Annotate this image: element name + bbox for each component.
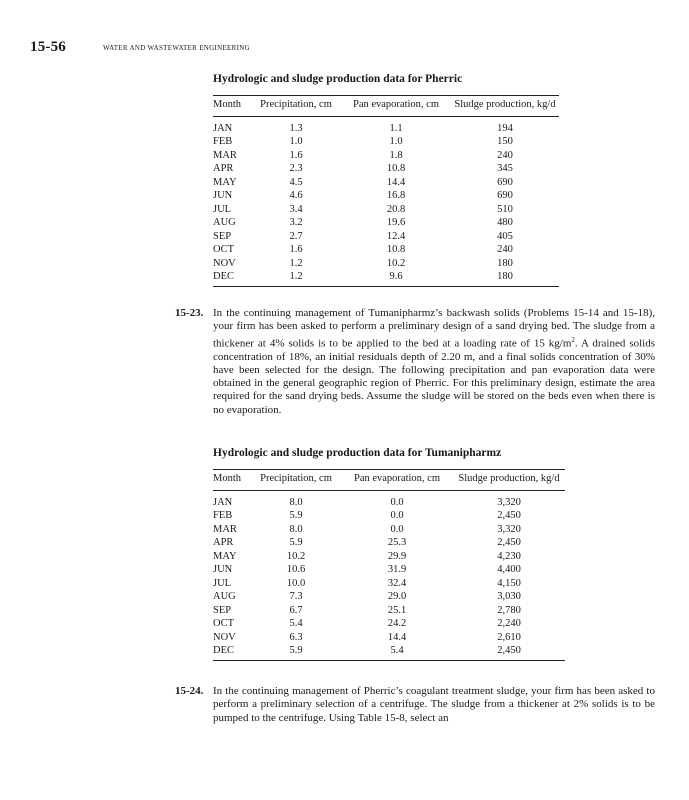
table-row <box>213 216 559 230</box>
value-cell: 1.6 <box>289 244 303 255</box>
value-cell: 510 <box>497 203 513 215</box>
value-cell: 24.2 <box>387 618 407 629</box>
table-row <box>213 162 559 176</box>
table-row <box>213 243 559 257</box>
pherric-data-table <box>213 95 559 287</box>
table-row <box>213 189 559 203</box>
value-cell: 1.2 <box>251 270 341 286</box>
table-row <box>213 490 565 509</box>
value-cell: 2,610 <box>497 631 521 643</box>
value-cell: 240 <box>497 149 513 161</box>
value-cell: 16.8 <box>386 190 406 201</box>
running-head: WATER AND WASTEWATER ENGINEERING <box>103 44 250 52</box>
value-cell: 405 <box>497 230 513 242</box>
column-header: Pan evaporation, cm <box>341 96 451 117</box>
tumanipharmz-data-table <box>213 469 565 661</box>
month-cell: JUL <box>213 203 232 215</box>
column-header: Sludge production, kg/d <box>453 470 565 491</box>
problem-15-23 <box>175 307 655 417</box>
value-cell: 14.4 <box>386 176 406 188</box>
value-cell: 5.4 <box>289 618 303 629</box>
value-cell: 7.3 <box>289 591 303 602</box>
value-cell: 25.3 <box>387 537 407 548</box>
table-row <box>213 176 559 190</box>
value-cell: 4.5 <box>289 176 303 188</box>
value-cell: 3,320 <box>497 496 521 508</box>
column-header: Pan evaporation, cm <box>341 470 453 491</box>
value-cell: 3.2 <box>289 217 303 228</box>
value-cell: 4,150 <box>497 577 521 589</box>
problem-number: 15-23. <box>175 307 204 319</box>
value-cell: 240 <box>497 244 513 255</box>
month-cell: MAR <box>213 149 237 161</box>
month-cell: SEP <box>213 604 232 616</box>
month-cell: SEP <box>213 230 232 242</box>
value-cell: 2.3 <box>289 163 303 174</box>
month-cell: JUL <box>213 577 232 589</box>
table-row <box>213 116 559 135</box>
value-cell: 20.8 <box>386 203 406 215</box>
table-row <box>213 270 559 286</box>
value-cell: 1.3 <box>289 122 303 134</box>
table-row <box>213 509 565 523</box>
table-row <box>213 203 559 217</box>
table-header-row <box>213 96 559 117</box>
value-cell: 31.9 <box>387 564 407 575</box>
value-cell: 2,450 <box>497 537 521 548</box>
value-cell: 19.6 <box>386 217 406 228</box>
value-cell: 10.8 <box>386 163 406 174</box>
value-cell: 3.4 <box>289 203 303 215</box>
value-cell: 5.9 <box>289 537 303 548</box>
value-cell: 345 <box>497 163 513 174</box>
month-cell: AUG <box>213 591 236 602</box>
page-number: 15-56 <box>30 39 66 55</box>
month-cell: MAR <box>213 523 237 535</box>
value-cell: 10.8 <box>386 244 406 255</box>
month-cell: APR <box>213 163 234 174</box>
value-cell: 194 <box>497 122 513 134</box>
month-cell: DEC <box>213 644 251 660</box>
table1-caption: Hydrologic and sludge production data for Pherric <box>213 73 463 85</box>
value-cell: 180 <box>451 270 559 286</box>
table-row <box>213 604 565 618</box>
value-cell: 4,400 <box>497 564 521 575</box>
value-cell: 690 <box>497 176 513 188</box>
table-row <box>213 577 565 591</box>
month-cell: OCT <box>213 244 234 255</box>
value-cell: 690 <box>497 190 513 201</box>
value-cell: 10.6 <box>286 564 306 575</box>
value-cell: 32.4 <box>387 577 407 589</box>
table-row <box>213 149 559 163</box>
value-cell: 5.4 <box>341 644 453 660</box>
table-row <box>213 590 565 604</box>
table-row <box>213 257 559 271</box>
value-cell: 8.0 <box>289 523 303 535</box>
month-cell: FEB <box>213 510 233 521</box>
table2-caption: Hydrologic and sludge production data for Tumanipharmz <box>213 447 502 459</box>
column-header: Sludge production, kg/d <box>451 96 559 117</box>
table-row <box>213 550 565 564</box>
value-cell: 10.2 <box>386 257 406 269</box>
table-row <box>213 230 559 244</box>
table-row <box>213 644 565 660</box>
month-cell: MAY <box>213 176 237 188</box>
value-cell: 9.6 <box>341 270 451 286</box>
month-cell: MAY <box>213 550 237 562</box>
column-header: Precipitation, cm <box>251 470 341 491</box>
value-cell: 2,240 <box>497 618 521 629</box>
value-cell: 2,450 <box>453 644 565 660</box>
table-row <box>213 536 565 550</box>
month-cell: NOV <box>213 257 236 269</box>
month-cell: JUN <box>213 564 233 575</box>
column-header: Precipitation, cm <box>251 96 341 117</box>
table-row <box>213 631 565 645</box>
month-cell: FEB <box>213 136 233 147</box>
value-cell: 2.7 <box>289 230 303 242</box>
table-row <box>213 617 565 631</box>
value-cell: 29.0 <box>387 591 407 602</box>
value-cell: 8.0 <box>289 496 303 508</box>
problem-text: In the continuing management of Tumanipharmz’s backwash solids (Problems 15-14 and 15-18), your firm has been asked to perform a preliminary design of a sand drying bed. The sludge from a thickener at 4% solids is to be applied to the bed at a loading rate of 15 $kg/m^2$. A drained solids concentration of 18%, an initial residuals depth of 2.20 m, and a final solids concentration of 30% have been selected for the design. The following precipitation and pan evaporation data were obtained in the general geographic region of Pherric. For this preliminary design, estimate the area required for the sand drying beds. Assume the sludge will be stored on the beds even when there is no evaporation. <box>213 307 655 416</box>
value-cell: 5.9 <box>289 510 303 521</box>
month-cell: JAN <box>213 122 233 134</box>
table-row <box>213 563 565 577</box>
value-cell: 6.3 <box>289 631 303 643</box>
value-cell: 1.6 <box>289 149 303 161</box>
value-cell: 1.1 <box>389 122 403 134</box>
value-cell: 3,030 <box>497 591 521 602</box>
column-header: Month <box>213 470 251 491</box>
month-cell: DEC <box>213 270 251 286</box>
value-cell: 150 <box>497 136 513 147</box>
month-cell: AUG <box>213 217 236 228</box>
value-cell: 12.4 <box>386 230 406 242</box>
value-cell: 3,320 <box>497 523 521 535</box>
value-cell: 0.0 <box>390 510 404 521</box>
column-header: Month <box>213 96 251 117</box>
problem-text: In the continuing management of Pherric’s coagulant treatment sludge, your firm has been asked to perform a preliminary selection of a centrifuge. The sludge from a thickener at 2% solids is to be pumped to the centrifuge. Using Table 15-8, select an <box>213 685 655 724</box>
value-cell: 2,450 <box>497 510 521 521</box>
value-cell: 0.0 <box>390 523 404 535</box>
table-body <box>213 116 559 286</box>
month-cell: OCT <box>213 618 234 629</box>
month-cell: JUN <box>213 190 233 201</box>
value-cell: 1.2 <box>289 257 303 269</box>
value-cell: 6.7 <box>289 604 303 616</box>
value-cell: 10.0 <box>286 577 306 589</box>
value-cell: 14.4 <box>387 631 407 643</box>
table-row <box>213 135 559 149</box>
value-cell: 2,780 <box>497 604 521 616</box>
month-cell: APR <box>213 537 234 548</box>
value-cell: 10.2 <box>286 550 306 562</box>
value-cell: 480 <box>497 217 513 228</box>
value-cell: 180 <box>497 257 513 269</box>
value-cell: 1.0 <box>289 136 303 147</box>
value-cell: 4,230 <box>497 550 521 562</box>
problem-number: 15-24. <box>175 685 204 697</box>
value-cell: 1.8 <box>389 149 403 161</box>
problem-15-24 <box>175 685 655 725</box>
table-body <box>213 490 565 660</box>
value-cell: 29.9 <box>387 550 407 562</box>
month-cell: NOV <box>213 631 236 643</box>
month-cell: JAN <box>213 496 233 508</box>
table-header-row <box>213 470 565 491</box>
value-cell: 1.0 <box>389 136 403 147</box>
value-cell: 25.1 <box>387 604 407 616</box>
value-cell: 0.0 <box>390 496 404 508</box>
value-cell: 5.9 <box>251 644 341 660</box>
value-cell: 4.6 <box>289 190 303 201</box>
table-row <box>213 523 565 537</box>
